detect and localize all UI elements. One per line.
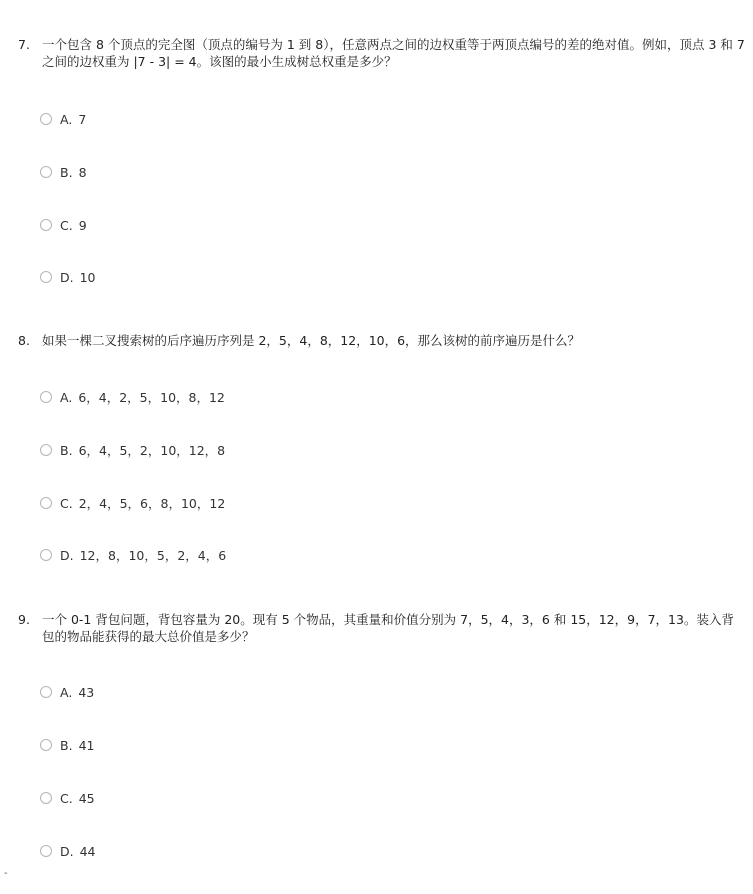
option-letter: A. bbox=[60, 111, 73, 127]
option-letter: D. bbox=[60, 547, 74, 563]
option-c[interactable] bbox=[40, 789, 95, 807]
question-text: 一个 0-1 背包问题，背包容量为 20。现有 5 个物品，其重量和价值分别为 7，5，4，3，6 和 15，12，9，7，13。装入背包的物品能获得的最大总价值是多少？ bbox=[42, 612, 734, 644]
option-text: 6，4，5，2，10，12，8 bbox=[78, 443, 226, 458]
question-text: 一个包含 8 个顶点的完全图（顶点的编号为 1 到 8），任意两点之间的边权重等于两顶点编号的差的绝对值。例如，顶点 3 和 7 之间的边权重为 |7 - 3| = 4。该图的最小生成树总权重是多少？ bbox=[42, 37, 745, 69]
option-letter: B. bbox=[60, 164, 73, 180]
option-text: 44 bbox=[79, 843, 96, 859]
question-stem bbox=[18, 332, 746, 349]
option-d[interactable] bbox=[40, 268, 96, 286]
option-letter: A. bbox=[60, 389, 73, 405]
question-stem bbox=[18, 36, 746, 70]
question-text: 如果一棵二叉搜索树的后序遍历序列是 2，5，4，8，12，10，6，那么该树的前序遍历是什么？ bbox=[42, 333, 581, 348]
option-letter: D. bbox=[60, 843, 74, 859]
radio-button[interactable] bbox=[40, 549, 52, 561]
option-letter: C. bbox=[60, 495, 73, 511]
radio-button[interactable] bbox=[40, 686, 52, 698]
option-b[interactable] bbox=[40, 736, 94, 754]
option-b[interactable] bbox=[40, 441, 225, 459]
option-letter: D. bbox=[60, 269, 74, 285]
option-letter: A. bbox=[60, 684, 73, 700]
radio-button[interactable] bbox=[40, 444, 52, 456]
option-letter: B. bbox=[60, 442, 73, 458]
option-text: 10 bbox=[79, 269, 96, 285]
option-letter: B. bbox=[60, 737, 73, 753]
option-text: 6，4，2，5，10，8，12 bbox=[78, 390, 225, 405]
option-text: 43 bbox=[78, 684, 95, 700]
option-a[interactable] bbox=[40, 110, 86, 128]
question-number: 9. bbox=[18, 612, 30, 627]
radio-button[interactable] bbox=[40, 739, 52, 751]
option-text: 8 bbox=[78, 164, 87, 180]
option-text: 2，4，5，6，8，10，12 bbox=[78, 496, 226, 511]
option-text: 41 bbox=[78, 737, 95, 753]
radio-button[interactable] bbox=[40, 391, 52, 403]
option-d[interactable] bbox=[40, 546, 226, 564]
option-b[interactable] bbox=[40, 163, 87, 181]
radio-button[interactable] bbox=[40, 271, 52, 283]
option-text: 12，8，10，5，2，4，6 bbox=[79, 548, 227, 563]
question-number: 7. bbox=[18, 37, 30, 52]
radio-button[interactable] bbox=[40, 845, 52, 857]
option-text: 45 bbox=[78, 790, 95, 806]
radio-button[interactable] bbox=[40, 219, 52, 231]
option-c[interactable] bbox=[40, 216, 87, 234]
option-letter: C. bbox=[60, 790, 73, 806]
option-text: 7 bbox=[78, 111, 87, 127]
option-a[interactable] bbox=[40, 388, 225, 406]
radio-button[interactable] bbox=[40, 792, 52, 804]
radio-button[interactable] bbox=[40, 113, 52, 125]
option-a[interactable] bbox=[40, 683, 94, 701]
radio-button[interactable] bbox=[40, 166, 52, 178]
corner-mark: - bbox=[4, 868, 8, 879]
option-text: 9 bbox=[78, 217, 87, 233]
option-c[interactable] bbox=[40, 494, 225, 512]
question-number: 8. bbox=[18, 333, 30, 348]
question-stem bbox=[18, 611, 746, 645]
radio-button[interactable] bbox=[40, 497, 52, 509]
option-letter: C. bbox=[60, 217, 73, 233]
option-d[interactable] bbox=[40, 842, 96, 860]
